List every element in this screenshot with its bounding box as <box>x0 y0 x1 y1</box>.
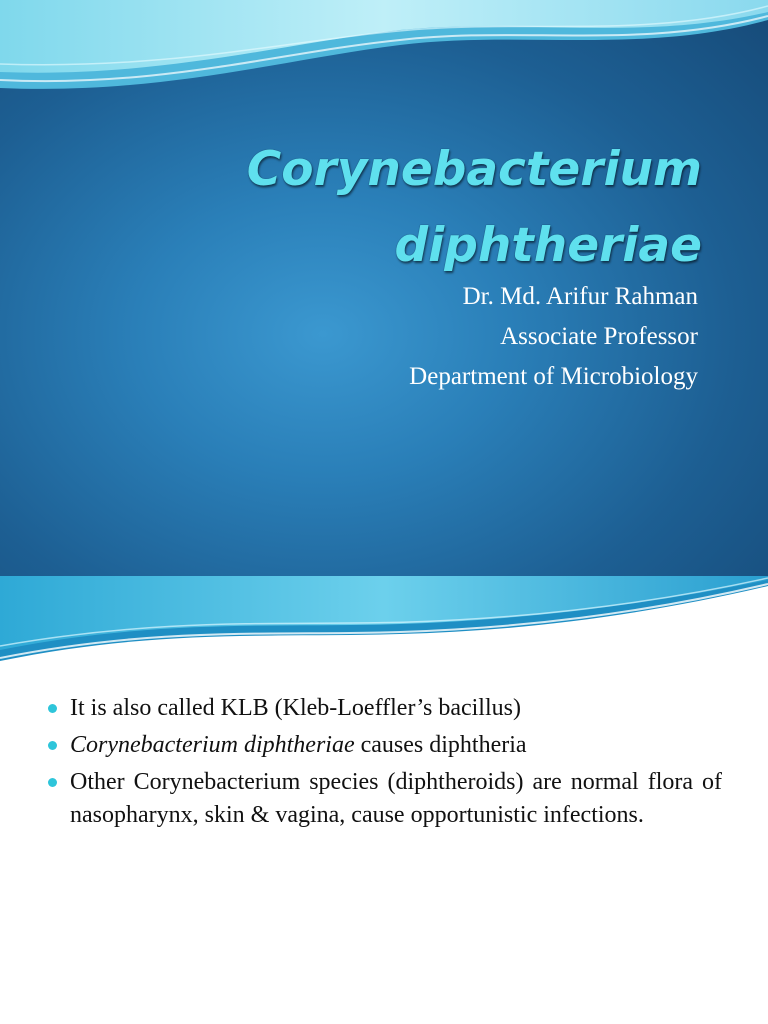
author-department: Department of Microbiology <box>409 363 698 390</box>
author-position: Associate Professor <box>500 323 698 350</box>
list-item <box>48 692 722 725</box>
title-line-1: Corynebacterium <box>246 142 702 197</box>
bullet-text: It is also called KLB (Kleb-Loeffler’s bacillus) <box>70 695 521 721</box>
bullet-text: causes diphtheria <box>354 732 527 758</box>
slide-title <box>62 132 702 284</box>
bullet-icon <box>48 778 57 787</box>
list-item <box>48 729 722 762</box>
wave-decoration <box>0 0 768 110</box>
bullet-list <box>48 692 722 836</box>
bullet-icon <box>48 704 57 713</box>
list-item <box>48 766 722 832</box>
bullet-italic-text: Corynebacterium diphtheriae <box>70 732 355 758</box>
presenter-info <box>98 277 698 397</box>
title-line-2: diphtheriae <box>394 218 702 273</box>
bullet-icon <box>48 741 57 750</box>
bullet-text: Other Corynebacterium species (diphtheroids) are normal flora of nasopharynx, skin & vagina, cause opportunistic infections. <box>70 769 722 828</box>
author-name: Dr. Md. Arifur Rahman <box>462 283 698 310</box>
wave-decoration <box>0 576 768 671</box>
